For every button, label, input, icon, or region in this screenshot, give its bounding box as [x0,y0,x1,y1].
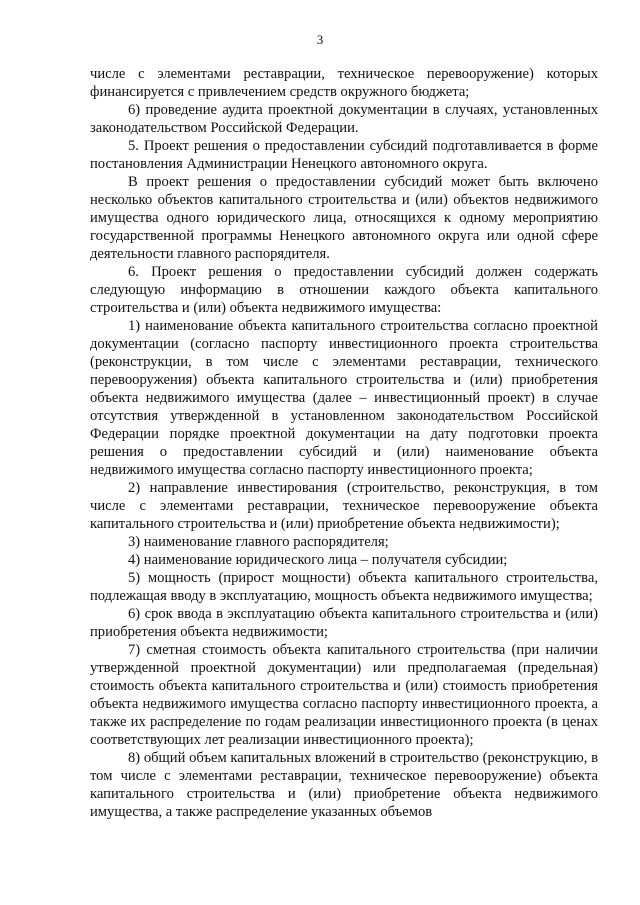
list-item-6: 6) срок ввода в эксплуатацию объекта капитального строительства и (или) приобретения объекта недвижимости; [90,606,598,640]
clause-5-paragraph-2: В проект решения о предоставлении субсидий может быть включено несколько объектов капитального строительства и (или) объектов недвижимого имущества одного юридического лица, относящихся к одному мероприятию государственной программы Ненецкого автономного округа или одной сфере деятельности главного распорядителя. [90,174,598,262]
list-item-4: 4) наименование юридического лица – получателя субсидии; [128,552,508,568]
document-body [90,65,598,821]
list-item-1: 1) наименование объекта капитального строительства согласно проектной документации (согласно паспорту инвестиционного проекта строительства (реконструкции, в том числе с элементами реставрации, технического перевооружения) объекта капитального строительства и (или) приобретения объекта недвижимого имущества (далее – инвестиционный проект) в случае отсутствия утвержденной в установленном законодательством Российской Федерации порядке проектной документации на дату подготовки проекта решения о предоставлении субсидий и (или) наименование объекта недвижимого имущества согласно паспорту инвестиционного проекта; [90,318,598,478]
list-item-3: 3) наименование главного распорядителя; [128,534,389,550]
clause-6: 6. Проект решения о предоставлении субсидий должен содержать следующую информацию в отношении каждого объекта капитального строительства и (или) объекта недвижимого имущества: [90,264,598,316]
clause-5: 5. Проект решения о предоставлении субсидий подготавливается в форме постановления Администрации Ненецкого автономного округа. [90,138,598,172]
paragraph-continuation: числе с элементами реставрации, техническое перевооружение) которых финансируется с привлечением средств окружного бюджета; [90,66,598,100]
list-item-7: 7) сметная стоимость объекта капитального строительства (при наличии утвержденной проектной документации) или предполагаемая (предельная) стоимость объекта капитального строительства и (или) стоимость приобретения объекта недвижимого имущества согласно паспорту инвестиционного проекта, а также их распределение по годам реализации инвестиционного проекта (в ценах соответствующих лет реализации инвестиционного проекта); [90,642,598,748]
list-item-5: 5) мощность (прирост мощности) объекта капитального строительства, подлежащая вводу в эксплуатацию, мощность объекта недвижимого имущества; [90,570,598,604]
list-item-8: 8) общий объем капитальных вложений в строительство (реконструкцию, в том числе с элементами реставрации, техническое перевооружение) объекта капитального строительства и (или) приобретение объекта недвижимого имущества, а также распределение указанных объемов [90,750,598,820]
list-item-2: 2) направление инвестирования (строительство, реконструкция, в том числе с элементами реставрации, техническое перевооружение объекта капитального строительства и (или) приобретение объекта недвижимости); [90,480,598,532]
list-item-6-audit: 6) проведение аудита проектной документации в случаях, установленных законодательством Российской Федерации. [90,102,598,136]
page-number: 3 [316,32,324,47]
